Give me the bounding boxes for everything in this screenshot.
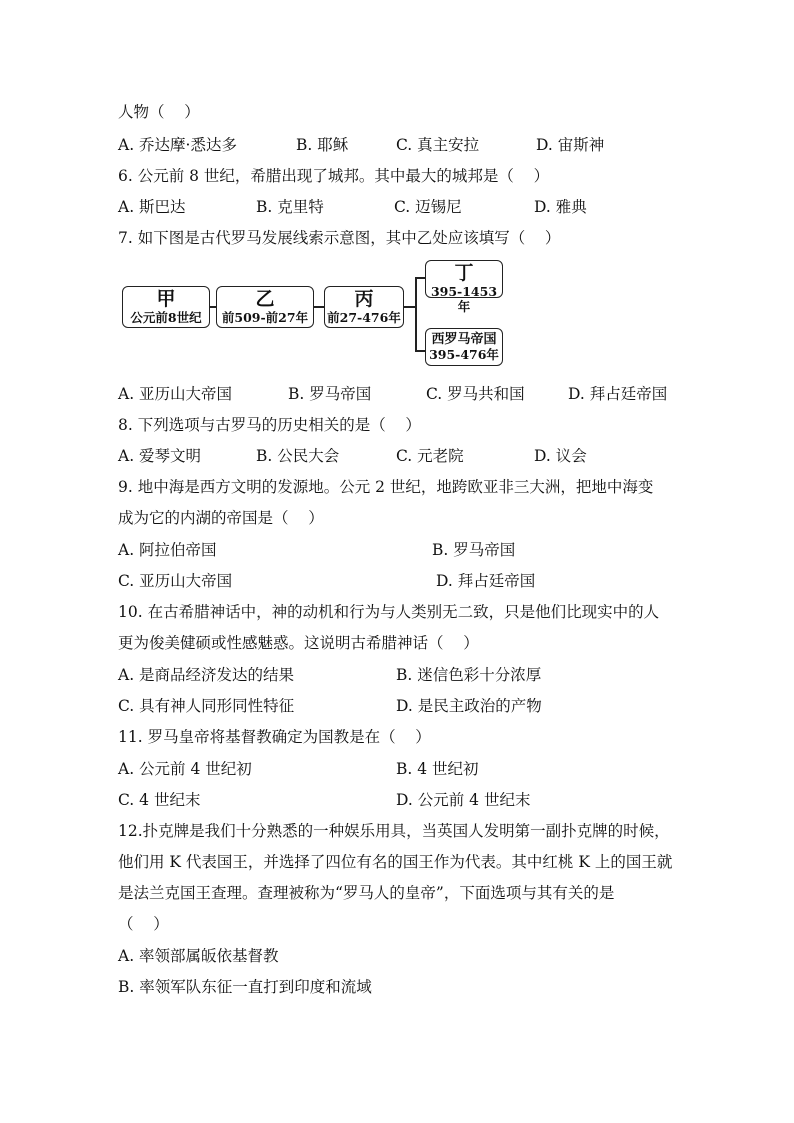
q8-stem: 8. 下列选项与古罗马的历史相关的是（ ） xyxy=(118,416,421,434)
rome-timeline-diagram xyxy=(122,258,512,370)
q5-option-b: B. 耶稣 xyxy=(296,136,349,154)
q11-option-d: D. 公元前 4 世纪末 xyxy=(396,791,531,809)
q6-option-c: C. 迈锡尼 xyxy=(394,198,462,216)
q5-option-a: A. 乔达摩·悉达多 xyxy=(118,136,237,154)
q11-option-b: B. 4 世纪初 xyxy=(396,760,479,778)
q10-option-c: C. 具有神人同形同性特征 xyxy=(118,697,295,715)
q12-option-b: B. 率领军队东征一直打到印度和流域 xyxy=(118,978,372,996)
q6-stem: 6. 公元前 8 世纪，希腊出现了城邦。其中最大的城邦是（ ） xyxy=(118,167,550,185)
box-ding-date: 395-1453年 xyxy=(430,284,498,314)
box-west-name: 西罗马帝国 xyxy=(431,332,497,347)
box-west-date: 395-476年 xyxy=(429,347,499,362)
box-bing xyxy=(324,286,404,328)
q10-stem-line1: 10. 在古希腊神话中，神的动机和行为与人类别无二致，只是他们比现实中的人 xyxy=(118,603,660,621)
q7-option-a: A. 亚历山大帝国 xyxy=(118,385,233,403)
connector xyxy=(415,277,425,279)
box-west-rome xyxy=(425,328,503,366)
q9-stem-line1: 9. 地中海是西方文明的发源地。公元 2 世纪，地跨欧亚非三大洲，把地中海变 xyxy=(118,478,654,496)
box-jia-date: 公元前8世纪 xyxy=(130,310,202,325)
q11-option-c: C. 4 世纪末 xyxy=(118,791,201,809)
q7-option-c: C. 罗马共和国 xyxy=(426,385,525,403)
q12-stem-line1: 12.扑克牌是我们十分熟悉的一种娱乐用具，当英国人发明第一副扑克牌的时候， xyxy=(118,822,670,840)
branch-connector xyxy=(415,277,417,351)
box-yi-name: 乙 xyxy=(255,288,275,310)
q6-option-a: A. 斯巴达 xyxy=(118,198,186,216)
q8-option-a: A. 爱琴文明 xyxy=(118,447,202,465)
q8-option-c: C. 元老院 xyxy=(396,447,464,465)
q7-stem: 7. 如下图是古代罗马发展线索示意图，其中乙处应该填写（ ） xyxy=(118,229,561,247)
q10-option-b: B. 迷信色彩十分浓厚 xyxy=(396,666,542,684)
q12-stem-line2: 他们用 K 代表国王，并选择了四位有名的国王作为代表。其中红桃 K 上的国王就 xyxy=(118,853,673,871)
q6-option-b: B. 克里特 xyxy=(256,198,324,216)
q6-option-d: D. 雅典 xyxy=(534,198,587,216)
q10-option-d: D. 是民主政治的产物 xyxy=(396,697,542,715)
box-ding-name: 丁 xyxy=(454,262,474,284)
q12-option-a: A. 率领部属皈依基督教 xyxy=(118,947,279,965)
q10-stem-line2: 更为俊美健硕或性感魅惑。这说明古希腊神话（ ） xyxy=(118,634,479,652)
box-bing-date: 前27-476年 xyxy=(327,310,401,325)
connector xyxy=(415,350,425,352)
q8-option-d: D. 议会 xyxy=(534,447,587,465)
q9-option-d: D. 拜占廷帝国 xyxy=(436,572,536,590)
q11-option-a: A. 公元前 4 世纪初 xyxy=(118,760,252,778)
q12-stem-line3: 是法兰克国王查理。查理被称为“罗马人的皇帝”，下面选项与其有关的是 xyxy=(118,884,615,902)
q10-option-a: A. 是商品经济发达的结果 xyxy=(118,666,295,684)
box-yi-date: 前509-前27年 xyxy=(221,310,309,325)
connector xyxy=(314,306,324,308)
q5-option-d: D. 宙斯神 xyxy=(536,136,605,154)
q7-option-b: B. 罗马帝国 xyxy=(288,385,372,403)
q12-stem-line4: （ ） xyxy=(118,915,169,933)
box-jia-name: 甲 xyxy=(156,288,176,310)
q9-stem-line2: 成为它的内湖的帝国是（ ） xyxy=(118,509,324,527)
box-jia xyxy=(122,286,210,328)
q9-option-c: C. 亚历山大帝国 xyxy=(118,572,233,590)
q8-option-b: B. 公民大会 xyxy=(256,447,340,465)
q11-stem: 11. 罗马皇帝将基督教确定为国教是在（ ） xyxy=(118,728,431,746)
box-yi xyxy=(216,286,314,328)
q5-stem-tail: 人物（ ） xyxy=(118,103,200,121)
box-bing-name: 丙 xyxy=(354,288,374,310)
box-ding xyxy=(425,260,503,314)
q5-option-c: C. 真主安拉 xyxy=(396,136,480,154)
q7-option-d: D. 拜占廷帝国 xyxy=(568,385,668,403)
q9-option-b: B. 罗马帝国 xyxy=(432,541,516,559)
q9-option-a: A. 阿拉伯帝国 xyxy=(118,541,217,559)
